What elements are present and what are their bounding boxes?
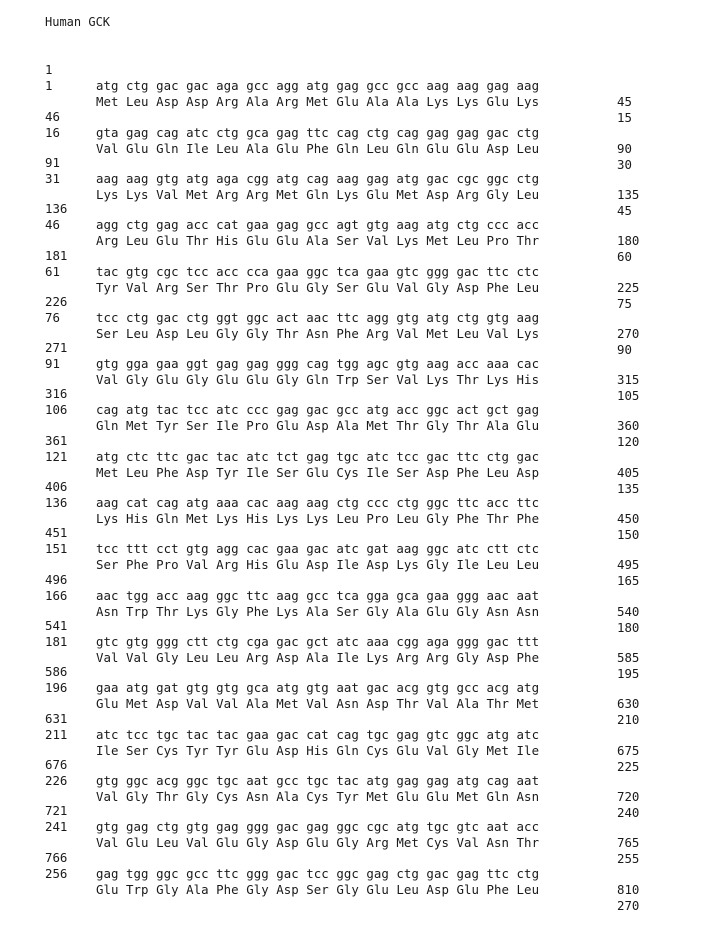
nucleotide-start-number: 451 bbox=[45, 525, 68, 540]
amino-acid-sequence: Val Glu Gln Ile Leu Ala Glu Phe Gln Leu Gln Glu Glu Asp Leu bbox=[96, 141, 540, 156]
nucleotide-sequence: tcc ctg gac ctg ggt ggc act aac ttc agg gtg atg ctg gtg aag bbox=[96, 310, 540, 325]
nucleotide-sequence: aac tgg acc aag ggc ttc aag gcc tca gga gca gaa ggg aac aat bbox=[96, 588, 540, 603]
nucleotide-start-number: 586 bbox=[45, 664, 68, 679]
amino-acid-end-number: 180 bbox=[617, 620, 640, 635]
amino-acid-start-number: 226 bbox=[45, 773, 68, 788]
amino-acid-end-number: 45 bbox=[617, 203, 632, 218]
amino-acid-end-number: 90 bbox=[617, 342, 632, 357]
nucleotide-end-number: 315 bbox=[617, 372, 640, 387]
amino-acid-start-number: 211 bbox=[45, 727, 68, 742]
sequence-block bbox=[0, 834, 707, 913]
nucleotide-sequence: gtg gag ctg gtg gag ggg gac gag ggc cgc atg tgc gtc aat acc bbox=[96, 819, 540, 834]
amino-acid-start-number: 91 bbox=[45, 356, 60, 371]
nucleotide-sequence: gtg gga gaa ggt gag gag ggg cag tgg agc gtg aag acc aaa cac bbox=[96, 356, 540, 371]
amino-acid-end-number: 240 bbox=[617, 805, 640, 820]
amino-acid-end-number: 135 bbox=[617, 481, 640, 496]
amino-acid-end-number: 150 bbox=[617, 527, 640, 542]
nucleotide-start-number: 136 bbox=[45, 201, 68, 216]
amino-acid-start-number: 241 bbox=[45, 819, 68, 834]
nucleotide-start-number: 496 bbox=[45, 572, 68, 587]
amino-acid-start-number: 16 bbox=[45, 125, 60, 140]
nucleotide-end-number: 675 bbox=[617, 743, 640, 758]
amino-acid-sequence: Tyr Val Arg Ser Thr Pro Glu Gly Ser Glu Val Gly Asp Phe Leu bbox=[96, 280, 540, 295]
amino-acid-start-number: 151 bbox=[45, 541, 68, 556]
amino-acid-sequence: Val Glu Leu Val Glu Gly Asp Glu Gly Arg Met Cys Val Asn Thr bbox=[96, 835, 540, 850]
nucleotide-end-number: 495 bbox=[617, 557, 640, 572]
amino-acid-end-number: 270 bbox=[617, 898, 640, 913]
amino-acid-start-number: 121 bbox=[45, 449, 68, 464]
amino-acid-sequence: Ser Phe Pro Val Arg His Glu Asp Ile Asp Lys Gly Ile Leu Leu bbox=[96, 557, 540, 572]
nucleotide-sequence: tac gtg cgc tcc acc cca gaa ggc tca gaa gtc ggg gac ttc ctc bbox=[96, 264, 540, 279]
amino-acid-end-number: 15 bbox=[617, 110, 632, 125]
nucleotide-sequence: aag cat cag atg aaa cac aag aag ctg ccc ctg ggc ttc acc ttc bbox=[96, 495, 540, 510]
nucleotide-start-number: 721 bbox=[45, 803, 68, 818]
nucleotide-end-number: 630 bbox=[617, 696, 640, 711]
nucleotide-start-number: 361 bbox=[45, 433, 68, 448]
amino-acid-end-number: 255 bbox=[617, 851, 640, 866]
nucleotide-start-number: 46 bbox=[45, 109, 60, 124]
nucleotide-sequence: atg ctg gac gac aga gcc agg atg gag gcc gcc aag aag gag aag bbox=[96, 78, 540, 93]
amino-acid-end-number: 195 bbox=[617, 666, 640, 681]
nucleotide-end-number: 720 bbox=[617, 789, 640, 804]
amino-acid-start-number: 136 bbox=[45, 495, 68, 510]
amino-acid-start-number: 46 bbox=[45, 217, 60, 232]
nucleotide-sequence: gtc gtg ggg ctt ctg cga gac gct atc aaa cgg aga ggg gac ttt bbox=[96, 634, 540, 649]
nucleotide-sequence: gta gag cag atc ctg gca gag ttc cag ctg cag gag gag gac ctg bbox=[96, 125, 540, 140]
amino-acid-start-number: 31 bbox=[45, 171, 60, 186]
nucleotide-end-number: 405 bbox=[617, 465, 640, 480]
nucleotide-start-number: 1 bbox=[45, 62, 53, 77]
nucleotide-start-number: 766 bbox=[45, 850, 68, 865]
amino-acid-sequence: Gln Met Tyr Ser Ile Pro Glu Asp Ala Met Thr Gly Thr Ala Glu bbox=[96, 418, 540, 433]
amino-acid-sequence: Ile Ser Cys Tyr Tyr Glu Asp His Gln Cys Glu Val Gly Met Ile bbox=[96, 743, 540, 758]
nucleotide-start-number: 271 bbox=[45, 340, 68, 355]
nucleotide-end-number: 270 bbox=[617, 326, 640, 341]
nucleotide-end-number: 135 bbox=[617, 187, 640, 202]
nucleotide-end-number: 45 bbox=[617, 94, 632, 109]
amino-acid-sequence: Ser Leu Asp Leu Gly Gly Thr Asn Phe Arg Val Met Leu Val Lys bbox=[96, 326, 540, 341]
nucleotide-start-number: 226 bbox=[45, 294, 68, 309]
amino-acid-end-number: 60 bbox=[617, 249, 632, 264]
amino-acid-end-number: 105 bbox=[617, 388, 640, 403]
amino-acid-sequence: Lys Lys Val Met Arg Arg Met Gln Lys Glu Met Asp Arg Gly Leu bbox=[96, 187, 540, 202]
amino-acid-sequence: Arg Leu Glu Thr His Glu Glu Ala Ser Val Lys Met Leu Pro Thr bbox=[96, 233, 540, 248]
nucleotide-end-number: 225 bbox=[617, 280, 640, 295]
amino-acid-start-number: 256 bbox=[45, 866, 68, 881]
amino-acid-sequence: Asn Trp Thr Lys Gly Phe Lys Ala Ser Gly Ala Glu Gly Asn Asn bbox=[96, 604, 540, 619]
nucleotide-start-number: 631 bbox=[45, 711, 68, 726]
amino-acid-end-number: 75 bbox=[617, 296, 632, 311]
amino-acid-start-number: 1 bbox=[45, 78, 53, 93]
nucleotide-sequence: atc tcc tgc tac tac gaa gac cat cag tgc gag gtc ggc atg atc bbox=[96, 727, 540, 742]
amino-acid-end-number: 120 bbox=[617, 434, 640, 449]
nucleotide-sequence: gtg ggc acg ggc tgc aat gcc tgc tac atg gag gag atg cag aat bbox=[96, 773, 540, 788]
amino-acid-sequence: Val Val Gly Leu Leu Arg Asp Ala Ile Lys Arg Arg Gly Asp Phe bbox=[96, 650, 540, 665]
amino-acid-end-number: 210 bbox=[617, 712, 640, 727]
amino-acid-start-number: 106 bbox=[45, 402, 68, 417]
nucleotide-start-number: 91 bbox=[45, 155, 60, 170]
nucleotide-end-number: 810 bbox=[617, 882, 640, 897]
nucleotide-start-number: 541 bbox=[45, 618, 68, 633]
nucleotide-start-number: 406 bbox=[45, 479, 68, 494]
amino-acid-sequence: Val Gly Glu Gly Glu Glu Gly Gln Trp Ser Val Lys Thr Lys His bbox=[96, 372, 540, 387]
nucleotide-sequence: cag atg tac tcc atc ccc gag gac gcc atg acc ggc act gct gag bbox=[96, 402, 540, 417]
nucleotide-sequence: atg ctc ttc gac tac atc tct gag tgc atc tcc gac ttc ctg gac bbox=[96, 449, 540, 464]
nucleotide-sequence: gaa atg gat gtg gtg gca atg gtg aat gac acg gtg gcc acg atg bbox=[96, 680, 540, 695]
amino-acid-sequence: Lys His Gln Met Lys His Lys Lys Leu Pro Leu Gly Phe Thr Phe bbox=[96, 511, 540, 526]
amino-acid-end-number: 30 bbox=[617, 157, 632, 172]
amino-acid-start-number: 181 bbox=[45, 634, 68, 649]
amino-acid-sequence: Val Gly Thr Gly Cys Asn Ala Cys Tyr Met Glu Glu Met Gln Asn bbox=[96, 789, 540, 804]
nucleotide-end-number: 585 bbox=[617, 650, 640, 665]
amino-acid-start-number: 166 bbox=[45, 588, 68, 603]
amino-acid-sequence: Glu Trp Gly Ala Phe Gly Asp Ser Gly Glu Leu Asp Glu Phe Leu bbox=[96, 882, 540, 897]
nucleotide-sequence: agg ctg gag acc cat gaa gag gcc agt gtg aag atg ctg ccc acc bbox=[96, 217, 540, 232]
amino-acid-end-number: 225 bbox=[617, 759, 640, 774]
nucleotide-sequence: tcc ttt cct gtg agg cac gaa gac atc gat aag ggc atc ctt ctc bbox=[96, 541, 540, 556]
nucleotide-sequence: gag tgg ggc gcc ttc ggg gac tcc ggc gag ctg gac gag ttc ctg bbox=[96, 866, 540, 881]
nucleotide-end-number: 765 bbox=[617, 835, 640, 850]
amino-acid-start-number: 196 bbox=[45, 680, 68, 695]
amino-acid-sequence: Glu Met Asp Val Val Ala Met Val Asn Asp Thr Val Ala Thr Met bbox=[96, 696, 540, 711]
nucleotide-start-number: 676 bbox=[45, 757, 68, 772]
nucleotide-end-number: 540 bbox=[617, 604, 640, 619]
amino-acid-start-number: 76 bbox=[45, 310, 60, 325]
nucleotide-start-number: 316 bbox=[45, 386, 68, 401]
amino-acid-start-number: 61 bbox=[45, 264, 60, 279]
amino-acid-sequence: Met Leu Phe Asp Tyr Ile Ser Glu Cys Ile Ser Asp Phe Leu Asp bbox=[96, 465, 540, 480]
nucleotide-end-number: 360 bbox=[617, 418, 640, 433]
document-title: Human GCK bbox=[45, 15, 111, 29]
nucleotide-start-number: 181 bbox=[45, 248, 68, 263]
nucleotide-end-number: 90 bbox=[617, 141, 632, 156]
nucleotide-end-number: 180 bbox=[617, 233, 640, 248]
nucleotide-end-number: 450 bbox=[617, 511, 640, 526]
nucleotide-sequence: aag aag gtg atg aga cgg atg cag aag gag atg gac cgc ggc ctg bbox=[96, 171, 540, 186]
amino-acid-end-number: 165 bbox=[617, 573, 640, 588]
amino-acid-sequence: Met Leu Asp Asp Arg Ala Arg Met Glu Ala Ala Lys Lys Glu Lys bbox=[96, 94, 540, 109]
